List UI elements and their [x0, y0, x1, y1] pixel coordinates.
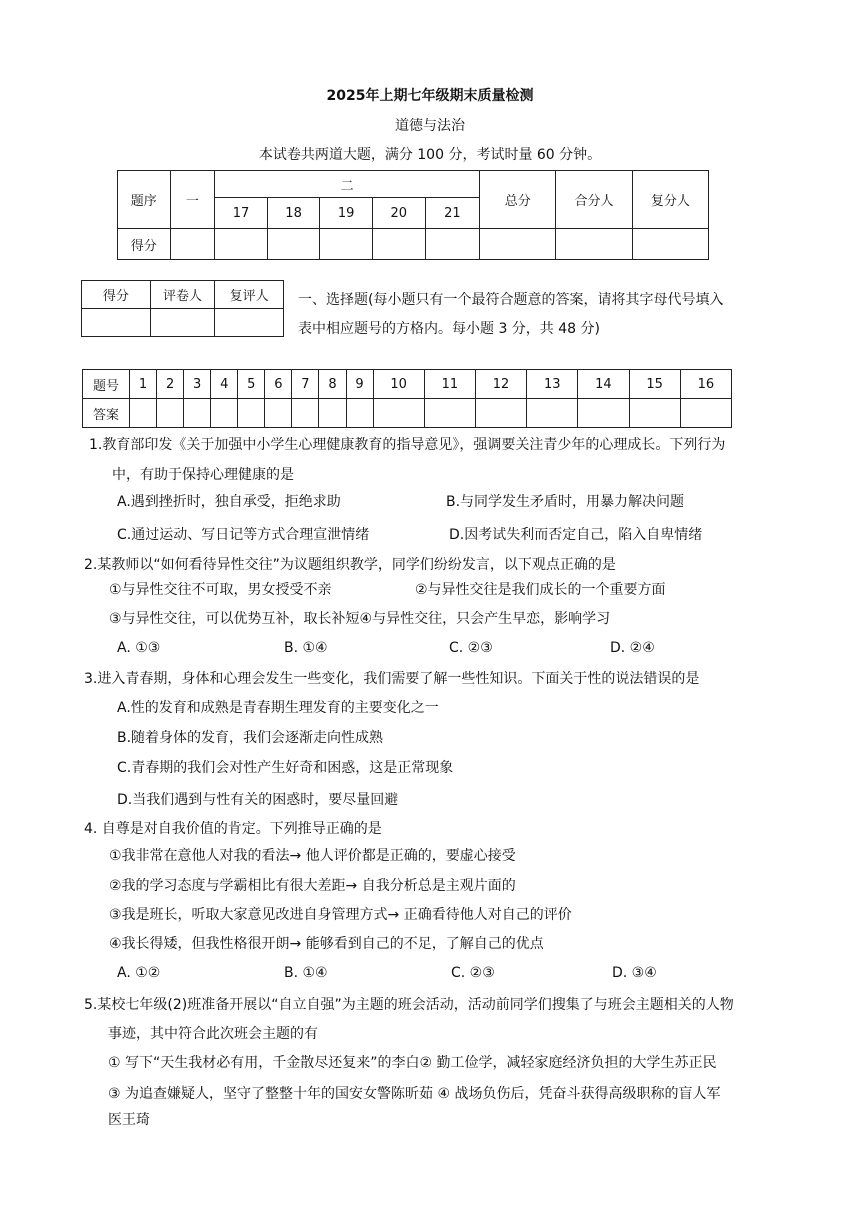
answer-table-number-13: 13 [527, 370, 578, 399]
grader-cell[interactable] [215, 309, 284, 337]
q1-option-d: D.因考试失利而否定自己，陷入自卑情绪 [449, 527, 703, 543]
answer-table-number-11: 11 [424, 370, 475, 399]
section-one-instructions-line1: 一、选择题(每小题只有一个最符合题意的答案，请将其字母代号填入 [298, 292, 724, 308]
grader-table [81, 280, 284, 337]
score-cell[interactable] [267, 229, 320, 260]
answer-cell-8[interactable] [319, 399, 346, 428]
q4-stem: 4. 自尊是对自我价值的肯定。下列推导正确的是 [84, 821, 382, 837]
answer-table-number-3: 3 [184, 370, 211, 399]
grader-cell[interactable] [150, 309, 215, 337]
q4-statement-3: ③我是班长，听取大家意见改进自身管理方式→ 正确看待他人对自己的评价 [109, 907, 572, 923]
q5-stem: 5.某校七年级(2)班准备开展以“自立自强”为主题的班会活动，活动前同学们搜集了与班会主题相关的人物 [84, 997, 734, 1013]
score-cell[interactable] [425, 229, 480, 260]
q2-statement-3: ③与异性交往，可以优势互补，取长补短④与异性交往，只会产生早恋，影响学习 [109, 611, 611, 627]
answer-cell-13[interactable] [527, 399, 578, 428]
grader-header-score: 得分 [82, 281, 151, 309]
score-table-header-two: 二 [215, 171, 480, 198]
answer-cell-2[interactable] [157, 399, 184, 428]
answer-cell-14[interactable] [578, 399, 629, 428]
answer-table-number-10: 10 [373, 370, 424, 399]
section-one-instructions-line2: 表中相应题号的方格内。每小题 3 分，共 48 分) [298, 321, 600, 337]
grader-cell[interactable] [82, 309, 151, 337]
score-cell[interactable] [170, 229, 215, 260]
answer-cell-12[interactable] [475, 399, 526, 428]
answer-table-number-8: 8 [319, 370, 346, 399]
answer-cell-6[interactable] [265, 399, 292, 428]
answer-table-number-2: 2 [157, 370, 184, 399]
answer-table-number-12: 12 [475, 370, 526, 399]
answer-cell-15[interactable] [629, 399, 680, 428]
answer-cell-10[interactable] [373, 399, 424, 428]
q2-stem: 2.某教师以“如何看待异性交往”为议题组织教学，同学们纷纷发言，以下观点正确的是 [84, 557, 616, 573]
score-table [117, 170, 709, 260]
score-table-header-fu: 复分人 [632, 171, 708, 229]
score-table-sub-18: 18 [267, 198, 320, 229]
answer-table-number-4: 4 [211, 370, 238, 399]
score-cell[interactable] [556, 229, 632, 260]
exam-info: 本试卷共两道大题，满分 100 分，考试时量 60 分钟。 [258, 147, 602, 163]
answer-cell-5[interactable] [238, 399, 265, 428]
grader-header-reviewer: 复评人 [215, 281, 284, 309]
answer-table-number-1: 1 [130, 370, 157, 399]
q1-option-c: C.通过运动、写日记等方式合理宣泄情绪 [117, 527, 370, 543]
q1-stem-cont: 中，有助于保持心理健康的是 [112, 467, 294, 483]
q4-statement-2: ②我的学习态度与学霸相比有很大差距→ 自我分析总是主观片面的 [109, 878, 516, 894]
answer-cell-3[interactable] [184, 399, 211, 428]
answer-table-number-5: 5 [238, 370, 265, 399]
q1-option-b: B.与同学发生矛盾时，用暴力解决问题 [446, 494, 685, 510]
q1-stem: 1.教育部印发《关于加强中小学生心理健康教育的指导意见》，强调要关注青少年的心理成长。下列行为 [89, 437, 726, 453]
answer-cell-4[interactable] [211, 399, 238, 428]
score-cell[interactable] [320, 229, 373, 260]
score-table-sub-20: 20 [372, 198, 425, 229]
score-cell[interactable] [480, 229, 556, 260]
answer-table-row-label: 答案 [83, 399, 130, 428]
q2-statement-1: ①与异性交往不可取，男女授受不亲 [109, 582, 332, 598]
q4-option-c: C. ②③ [451, 965, 495, 981]
q2-option-b: B. ①④ [284, 640, 328, 656]
q4-statement-4: ④我长得矮，但我性格很开朗→ 能够看到自己的不足，了解自己的优点 [109, 936, 544, 952]
score-table-sub-19: 19 [320, 198, 373, 229]
answer-table-number-15: 15 [629, 370, 680, 399]
score-table-header-one: 一 [170, 171, 215, 229]
q3-option-c: C.青春期的我们会对性产生好奇和困惑，这是正常现象 [117, 760, 454, 776]
score-table-header-tixu: 题序 [118, 171, 171, 229]
q4-option-a: A. ①② [117, 965, 161, 981]
q5-stem-cont: 事迹，其中符合此次班会主题的有 [108, 1026, 318, 1042]
q5-statement-3: 医王琦 [108, 1112, 150, 1128]
answer-table-number-7: 7 [292, 370, 319, 399]
answer-table-number-14: 14 [578, 370, 629, 399]
q2-option-d: D. ②④ [610, 640, 655, 656]
q2-statement-2: ②与异性交往是我们成长的一个重要方面 [415, 582, 666, 598]
answer-table [82, 369, 732, 428]
q2-option-a: A. ①③ [117, 640, 161, 656]
answer-table-number-6: 6 [265, 370, 292, 399]
score-cell[interactable] [372, 229, 425, 260]
answer-table-row-label: 题号 [83, 370, 130, 399]
answer-cell-7[interactable] [292, 399, 319, 428]
score-table-row-label: 得分 [118, 229, 171, 260]
q4-option-d: D. ③④ [612, 965, 657, 981]
q3-option-b: B.随着身体的发育，我们会逐渐走向性成熟 [117, 730, 384, 746]
q1-option-a: A.遇到挫折时，独自承受，拒绝求助 [117, 494, 341, 510]
score-cell[interactable] [632, 229, 708, 260]
q3-option-a: A.性的发育和成熟是青春期生理发育的主要变化之一 [117, 700, 439, 716]
answer-cell-1[interactable] [130, 399, 157, 428]
q5-statement-2: ③ 为追查嫌疑人，坚守了整整十年的国安女警陈昕茹 ④ 战场负伤后，凭奋斗获得高级职称的盲人军 [108, 1086, 721, 1102]
q4-option-b: B. ①④ [284, 965, 328, 981]
answer-cell-16[interactable] [680, 399, 731, 428]
score-table-sub-17: 17 [215, 198, 268, 229]
grader-header-grader: 评卷人 [150, 281, 215, 309]
exam-subject: 道德与法治 [395, 118, 465, 134]
answer-cell-11[interactable] [424, 399, 475, 428]
score-table-header-total: 总分 [480, 171, 556, 229]
q2-option-c: C. ②③ [449, 640, 493, 656]
answer-table-number-16: 16 [680, 370, 731, 399]
q3-stem: 3.进入青春期，身体和心理会发生一些变化，我们需要了解一些性知识。下面关于性的说法错误的是 [84, 671, 700, 687]
q4-statement-1: ①我非常在意他人对我的看法→ 他人评价都是正确的，要虚心接受 [109, 848, 516, 864]
answer-table-number-9: 9 [346, 370, 373, 399]
score-table-sub-21: 21 [425, 198, 480, 229]
exam-title: 2025年上期七年级期末质量检测 [326, 88, 534, 104]
q3-option-d: D.当我们遇到与性有关的困惑时，要尽量回避 [117, 792, 399, 808]
score-table-header-he: 合分人 [556, 171, 632, 229]
answer-cell-9[interactable] [346, 399, 373, 428]
score-cell[interactable] [215, 229, 268, 260]
q5-statement-1: ① 写下“天生我材必有用，千金散尽还复来”的李白② 勤工俭学，减轻家庭经济负担的大学生苏正民 [108, 1055, 717, 1071]
